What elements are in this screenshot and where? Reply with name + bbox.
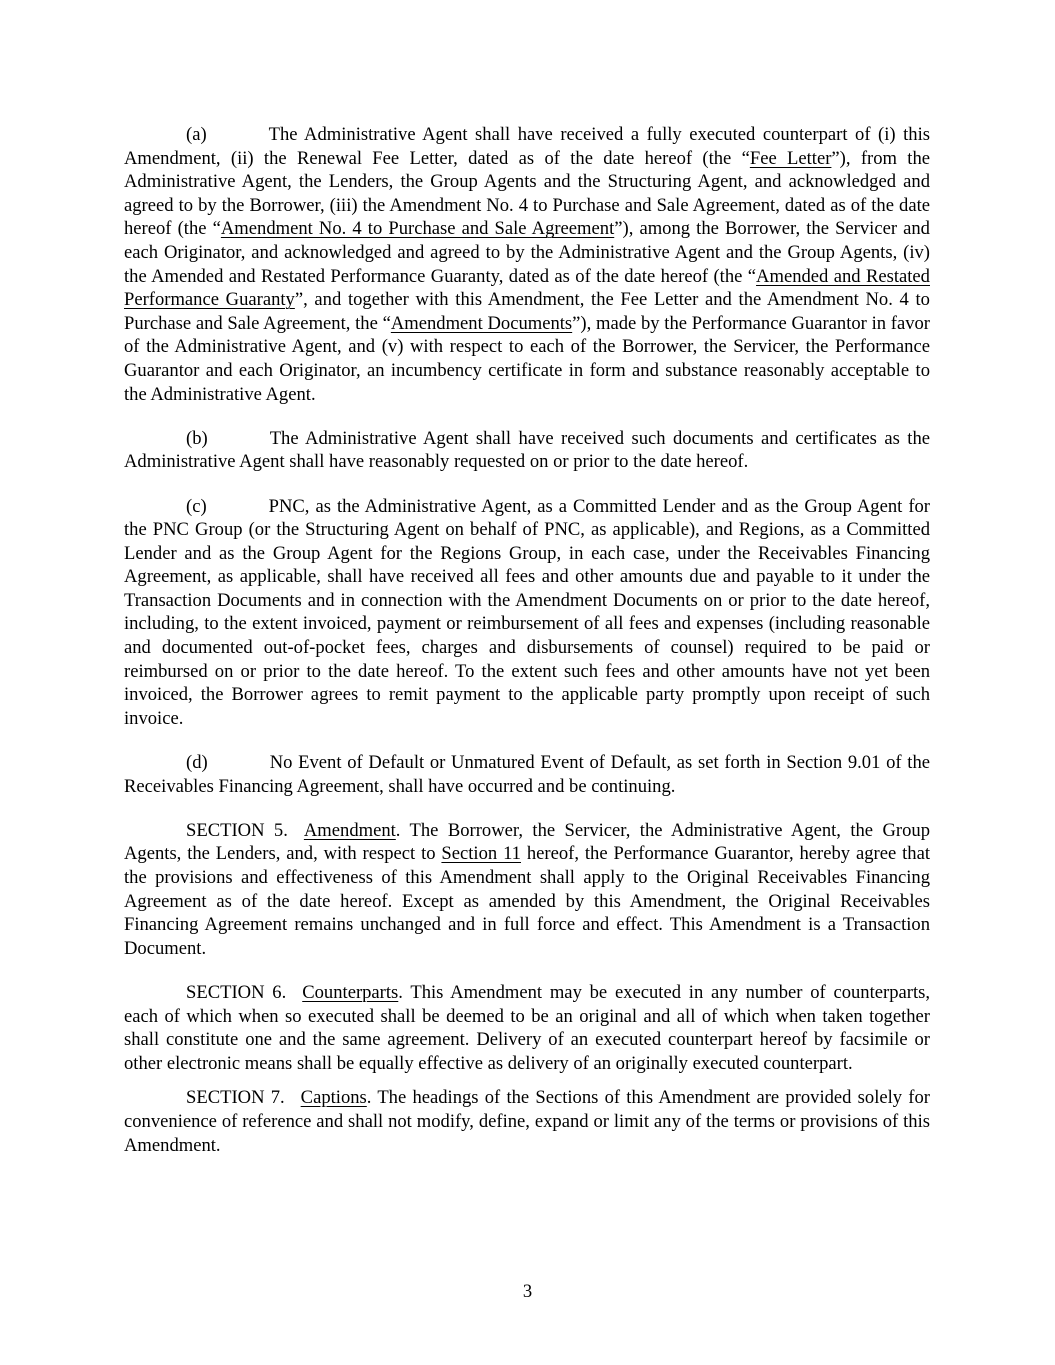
section-6-text: . This Amendment may be executed in any number of counterparts, each of which when so executed shall be deemed to be an original and all of which when taken together shall constitute one and the same agreement. Delivery of an executed counterpart hereof by facsimile or other electronic means shall be equally effective as delivery of an originally executed counterpart. <box>124 981 931 1074</box>
condition-a-label: (a) <box>186 124 207 145</box>
condition-c-label: (c) <box>186 495 207 517</box>
condition-c-text: PNC, as the Administrative Agent, as a Committed Lender and as the Group Agent for the PNC Group (or the Structuring Agent on behalf of PNC, as applicable), and Regions, as a Committed Lender and as the Group Agent for the Regions Group, in each case, under the Receivables Financing Agreement, as applicable, shall have received all fees and other amounts due and payable to it under the Transaction Documents and in connection with the Amendment Documents on or prior to the date hereof, including, to the extent invoiced, payment or reimbursement of all fees and expenses (including reasonable and documented out-of-pocket fees, charges and disbursements of counsel) required to be paid or reimbursed on or prior to the date hereof. To the extent such fees and other amounts have not yet been invoiced, the Borrower agrees to remit payment to the applicable party promptly upon receipt of such invoice. <box>124 495 930 729</box>
section-5-heading: Amendment <box>303 819 396 841</box>
section-5-paragraph <box>124 819 930 961</box>
section-7-text: . The headings of the Sections of this Amendment are provided solely for convenience of reference and shall not modify, define, expand or limit any of the terms or provisions of this Amendment. <box>124 1087 930 1156</box>
section-6-heading: Counterparts <box>302 981 399 1003</box>
section-5-number: SECTION 5. <box>186 819 288 841</box>
condition-a-text-3: ”), among the Borrower, the Servicer and each Originator, and acknowledged and agreed to by the Administrative Agent and the Group Agents, (iv) the Amended and Restated Performance Guaranty, dated as of the date hereof (the “ <box>124 218 930 287</box>
section-5-text-1: . The Borrower, the Servicer, the Administrative Agent, the Group Agents, the Lenders, and, with respect to <box>124 819 930 865</box>
section-11-reference: Section 11 <box>441 843 521 865</box>
document-page <box>124 123 930 1178</box>
defined-term-amendment-documents: Amendment Documents <box>390 312 573 334</box>
condition-b-label: (b) <box>186 427 208 449</box>
section-6-paragraph <box>124 981 930 1075</box>
section-7-paragraph <box>124 1086 930 1157</box>
condition-b-paragraph <box>124 427 930 474</box>
condition-c-paragraph <box>124 495 930 731</box>
page-number: 3 <box>522 1281 533 1302</box>
defined-term-performance-guaranty: Amended and Restated Performance Guaranty <box>124 265 930 311</box>
defined-term-amendment-no4: Amendment No. 4 to Purchase and Sale Agreement <box>220 218 615 240</box>
condition-a-paragraph <box>124 123 930 406</box>
condition-a-text-4: ”, and together with this Amendment, the Fee Letter and the Amendment No. 4 to Purchase and Sale Agreement, the “ <box>124 289 930 334</box>
condition-a-text-5: ”), made by the Performance Guarantor in favor of the Administrative Agent, and (v) with respect to each of the Borrower, the Servicer, the Performance Guarantor and each Originator, an incumbency certificate in form and substance reasonably acceptable to the Administrative Agent. <box>124 312 930 405</box>
condition-b-text: The Administrative Agent shall have received such documents and certificates as the Administrative Agent shall have reasonably requested on or prior to the date hereof. <box>124 427 930 473</box>
section-6-number: SECTION 6. <box>186 981 287 1003</box>
condition-a-text-2: ”), from the Administrative Agent, the Lenders, the Group Agents and the Structuring Agent, and acknowledged and agreed to by the Borrower, (iii) the Amendment No. 4 to Purchase and Sale Agreement, dated as of the date hereof (the “ <box>124 147 931 240</box>
defined-term-fee-letter: Fee Letter <box>749 147 832 169</box>
condition-a-text-1: The Administrative Agent shall have received a fully executed counterpart of (i) this Amendment, (ii) the Renewal Fee Letter, dated as of the date hereof (the “ <box>124 124 930 169</box>
condition-d-paragraph <box>124 751 930 798</box>
condition-d-text: No Event of Default or Unmatured Event of Default, as set forth in Section 9.01 of the Receivables Financing Agreement, shall have occurred and be continuing. <box>124 752 930 797</box>
section-5-text-2: hereof, the Performance Guarantor, hereby agree that the provisions and effectiveness of this Amendment shall apply to the Original Receivables Financing Agreement as of the date hereof. Except as amended by this Amendment, the Original Receivables Financing Agreement remains unchanged and in full force and effect. This Amendment is a Transaction Document. <box>124 843 930 959</box>
condition-d-label: (d) <box>186 752 208 774</box>
section-7-number: SECTION 7. <box>186 1087 285 1109</box>
section-7-heading: Captions <box>300 1087 367 1109</box>
